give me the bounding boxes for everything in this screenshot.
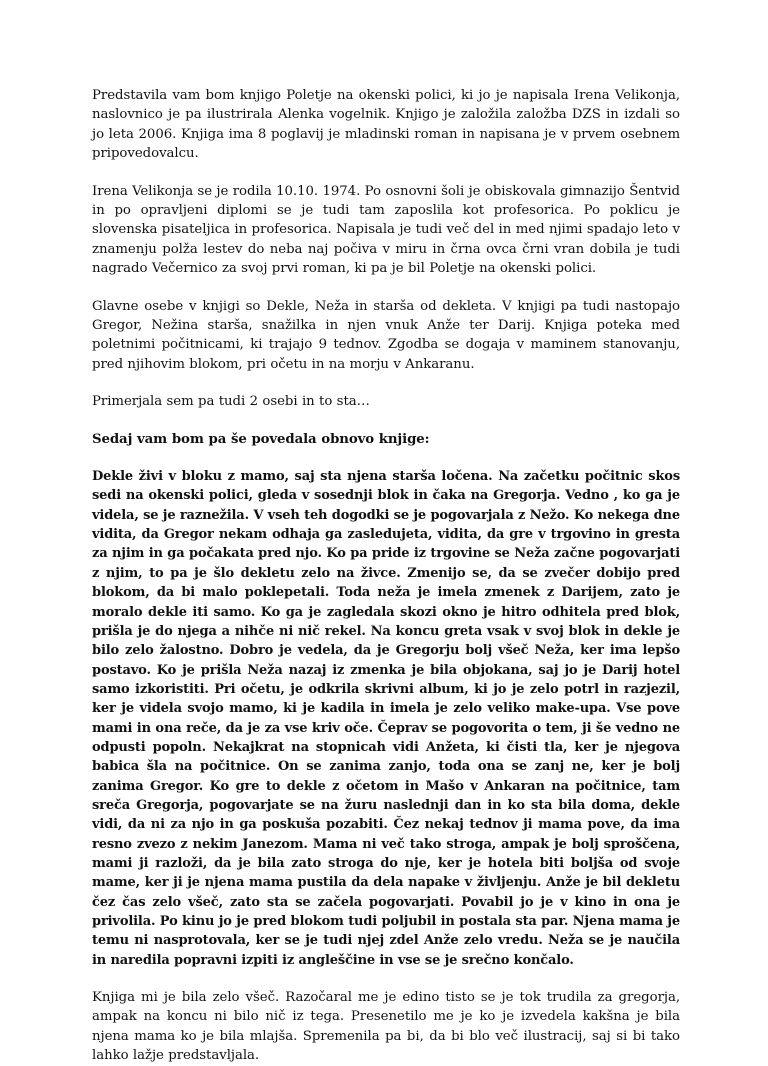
intro-paragraph: Predstavila vam bom knjigo Poletje na okenski polici, ki jo je napisala Irena Velikonja, naslovnico je pa ilustrirala Alenka vogelnik. Knjigo je založila založba DZS in izdali so jo leta 2006. Knjiga ima 8 poglavij je mladinski roman in napisana je v prvem osebnem pripovedovalcu. bbox=[92, 88, 680, 162]
paragraph-gap bbox=[92, 412, 680, 430]
closing-paragraph: Knjiga mi je bila zelo všeč. Razočaral me je edino tisto se je tok trudila za gregorja, ampak na koncu ni bilo nič iz tega. Presenetilo me je ko je izvedela kakšna je bila njena mama ko je bila mlajša. Spremenila pa bi, da bi blo več ilustracij, saj si bi tako lahko lažje predstavljala. bbox=[92, 990, 680, 1064]
paragraph-gap bbox=[92, 970, 680, 988]
paragraph-gap bbox=[92, 279, 680, 297]
summary-heading: Sedaj vam bom pa še povedala obnovo knjige: bbox=[92, 431, 430, 447]
paragraph-gap bbox=[92, 449, 680, 467]
paragraph-gap bbox=[92, 374, 680, 392]
comparison-paragraph: Primerjala sem pa tudi 2 osebi in to sta… bbox=[92, 394, 370, 410]
characters-paragraph: Glavne osebe v knjigi so Dekle, Neža in starša od dekleta. V knjigi pa tudi nastopajo Gregor, Nežina starša, snažilka in njen vnuk Anže ter Darij. Knjiga poteka med poletnimi počitnicami, ki trajajo 9 tednov. Zgodba se dogaja v maminem stanovanju, pred njihovim blokom, pri očetu in na morju v Ankaranu. bbox=[92, 298, 680, 372]
author-paragraph: Irena Velikonja se je rodila 10.10. 1974. Po osnovni šoli je obiskovala gimnazijo Šentvid in po opravljeni diplomi se je tudi tam zaposlila kot profesorica. Po poklicu je slovenska pisateljica in profesorica. Napisala je tudi več del in med njimi spadajo leto v znamenju polža lestev do neba naj počiva v miru in črna ovca črni vran dobila je tudi nagrado Večernico za svoj prvi roman, ki pa je bil Poletje na okenski polici. bbox=[92, 183, 681, 277]
paragraph-gap bbox=[92, 164, 680, 182]
summary-paragraph: Dekle živi v bloku z mamo, saj sta njena starša ločena. Na začetku počitnic skos sedi na okenski polici, gleda v sosednji blok in čaka na Gregorja. Vedno , ko ga je videla, se je raznežila. V vseh teh dogodki se je pogovarjala z Nežo. Ko nekega dne vidita, da Gregor nekam odhaja ga zasledujeta, vidita, da gre v trgovino in gresta za njim in ga počakata pred njo. Ko pa pride iz trgovine se Neža začne pogovarjati z njim, to pa je šlo dekletu zelo na živce. Zmenijo se, da se zvečer dobijo pred blokom, da bi malo poklepetali. Toda neža je imela zmenek z Darijem, zato je moralo dekle iti samo. Ko ga je zagledala skozi okno je hitro odhitela pred blok, prišla je do njega a nihče ni nič rekel. Na koncu greta vsak v svoj blok in dekle je bilo zelo žalostno. Dobro je vedela, da je Gregorju bolj všeč Neža, ker ima lepšo postavo. Ko je prišla Neža nazaj iz zmenka je bila objokana, saj jo je Darij hotel samo izkoristiti. Pri očetu, je odkrila skrivni album, ki jo je zelo potrl in razjezil, ker je videla svojo mamo, ki je kadila in imela je zelo veliko make-upa. Vse pove mami in ona reče, da je za vse kriv oče. Čeprav se pogovorita o tem, ji še vedno ne odpusti popoln. Nekajkrat na stopnicah vidi Anžeta, ki čisti tla, ker je njegova babica šla na počitnice. On se zanima zanjo, toda ona se zanj ne, ker je bolj zanima Gregor. Ko gre to dekle z očetom in Mašo v Ankaran na počitnice, tam sreča Gregorja, pogovarjate se na žuru naslednji dan in ko sta bila doma, dekle vidi, da ni za njo in ga poskuša pozabiti. Čez nekaj tednov ji mama pove, da ima resno zvezo z nekim Janezom. Mama ni več tako stroga, ampak je bolj sproščena, mami ji razloži, da je bila zato stroga do nje, ker je hotela biti boljša od svoje mame, ker ji je njena mama pustila da dela napake v življenju. Anže je bil dekletu čez čas zelo všeč, zato sta se začela pogovarjati. Povabil jo je v kino in ona je privolila. Po kinu jo je pred blokom tudi poljubil in postala sta par. Njena mama je temu ni nasprotovala, ker se je tudi njej zdel Anže zelo vredu. Neža se je naučila in naredila popravni izpiti iz angleščine in vse se je srečno končalo. bbox=[92, 469, 680, 968]
